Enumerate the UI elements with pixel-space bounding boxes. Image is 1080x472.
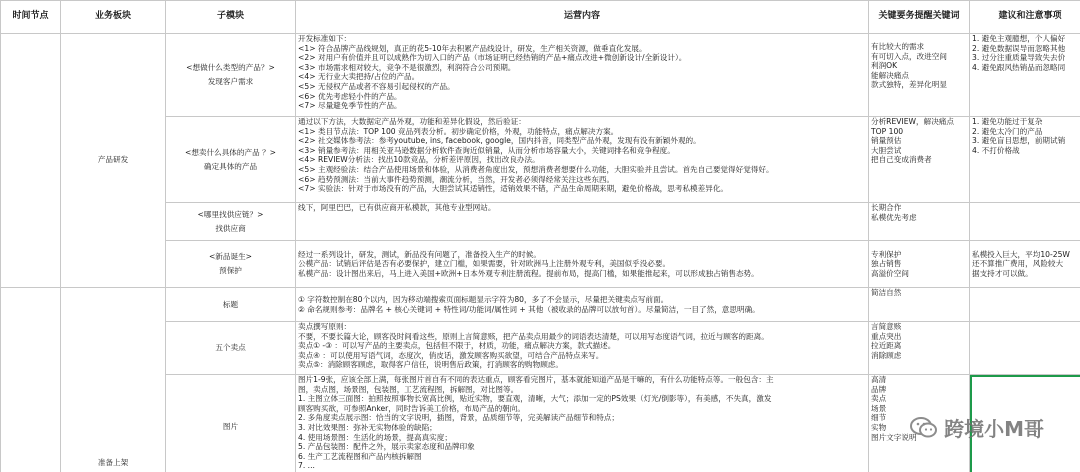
content-line: <5> 无侵权产品或者不容易引起侵权的产品。 <box>298 81 455 91</box>
content-line: 卖点④ ：可以使用写语气词，态度次，俏皮话，激发顾客购买欲望，可结合产品特点来写。 <box>298 350 604 360</box>
table-row <box>1 288 1080 322</box>
content-line: 6. 生产工艺流程图和产品内核拆解图 <box>298 451 422 461</box>
keyword-line: 简洁自然 <box>871 288 902 297</box>
content-line: 1. 主图立体三面图：拍照按照事物长宽高比例，贴近实物，要直观，清晰，大气；添加一定的PS效果（灯光/倒影等），有美感，不失真，激发 <box>298 394 772 404</box>
cell-submodule[interactable] <box>166 34 296 117</box>
keyword-line: 销量预估 <box>871 136 902 146</box>
submodule-title: 找供应商 <box>215 223 246 233</box>
cell-business[interactable] <box>61 322 166 375</box>
keyword-line: 品牌 <box>871 384 887 394</box>
keyword-line: 大胆尝试 <box>871 145 902 155</box>
content-line: <1> 符合品牌产品线规划，真正的花5-10年去积累产品线设计，研发，生产相关资源，做垂直化发展。 <box>298 43 647 53</box>
cell-notes[interactable] <box>970 34 1080 117</box>
keyword-line: 长期合作 <box>871 203 902 212</box>
content-line: <5> 主观经验法：结合产品使用场景和体验，从消费者角度出发，预想消费者想要什么功能，大胆实验并且尝试。首先自己要觉得好觉得好。 <box>298 164 774 174</box>
cell-submodule[interactable] <box>166 288 296 322</box>
keyword-line: 能解决痛点 <box>871 70 909 80</box>
header-row <box>1 1 1080 34</box>
submodule-title: 发现客户需求 <box>207 77 254 86</box>
submodule-title: 预保护 <box>219 266 242 275</box>
cell-submodule[interactable] <box>166 203 296 241</box>
content-line: <3> 市场需求相对较大，竞争不是很激烈，利润符合公司预期。 <box>298 62 516 72</box>
note-line: 1. 避免主观臆想，个人偏好 <box>972 34 1066 43</box>
content-line: 7. ... <box>298 461 315 471</box>
content-line: 卖点撰写原则： <box>298 322 352 331</box>
content-line: ① 字符数控制在80个以内，因为移动端搜索页面标题显示字符为80，多了不会显示，尽量把关键卖点写前面。 <box>298 294 669 304</box>
content-line: <4> REVIEW分析法：找出10款竞品，分析差评原因，找出改良办法。 <box>298 155 540 165</box>
business-listing-prep: 准备上架 <box>97 458 129 468</box>
content-line: <1> 类目节点法：TOP 100 竞品列表分析。初步确定价格，外观，功能特点，痛点解决方案。 <box>298 126 619 136</box>
content-line: <7> 实验法：针对于市场没有的产品，大胆尝试其适销性，适销效果不错，产品生命周期来期，避免价格战，思考私模差异化。 <box>298 184 729 194</box>
keyword-line: 言简意赅 <box>871 322 902 331</box>
content-line: 经过一系列设计，研发，测试，新品没有问题了，准备投入生产的时候。 <box>298 249 541 259</box>
content-line: 线下，阿里巴巴，已有供应商开私模款，其他专业型网站。 <box>298 203 496 212</box>
cell-submodule[interactable] <box>166 322 296 375</box>
keyword-line: 利润OK <box>871 61 898 71</box>
keyword-line: 高清 <box>871 375 887 384</box>
cell-submodule[interactable] <box>166 375 296 472</box>
content-line: 图片1-9张，应该全部上满，每张图片首自有不同的表达重点，顾客看完图片，基本就能知道产品是干嘛的，有什么功能特点等。一般包含：主 <box>298 375 774 384</box>
note-line: 私模投入巨大，平均10-25W <box>972 249 1070 259</box>
keyword-line: 场景 <box>871 403 887 413</box>
cell-content[interactable] <box>296 288 869 322</box>
keyword-line: 消除顾虑 <box>871 350 902 360</box>
content-line: <2> 对用户有价值并且可以成熟作为切入口的产品（市场证明已经热销的产品+痛点改进+微创新设计/全新设计）。 <box>298 53 687 63</box>
content-line: 开发标准如下： <box>298 34 352 43</box>
watermark <box>910 413 1044 442</box>
cell-notes[interactable] <box>970 117 1080 203</box>
cell-time[interactable] <box>1 288 61 472</box>
note-line: 4. 不打价格战 <box>972 145 1020 155</box>
content-line: 通过以下方法，大数据定产品外观，功能和差异化假设，然后验证： <box>298 117 526 126</box>
content-line: <4> 无行业大卖把持/占位的产品。 <box>298 72 420 82</box>
content-line: 卖点① -③ ：可以写产品的主要卖点，包括但不限于，材质，功能，痛点解决方案，款式描述。 <box>298 341 616 351</box>
cell-business[interactable] <box>61 288 166 322</box>
note-line: 4. 避免跟风热销品而忽略同 <box>972 62 1066 72</box>
cell-keywords[interactable] <box>869 117 970 203</box>
content-line: 顾客购买欲，可参照Anker，同时告诉美工价格，布局产品的朝向。 <box>298 403 525 413</box>
keyword-line: 卖点 <box>871 394 887 404</box>
submodule-question: <新品诞生> <box>208 252 253 262</box>
content-line: 不要，不要长篇大论，顾客没时间看这些，原则上言简意赅，把产品卖点用最少的词语表达清楚，可以用写态度语气词，拉近与顾客的距离。 <box>298 331 769 341</box>
cell-keywords[interactable] <box>869 241 970 288</box>
header-keywords[interactable]: 关键要务提醒关键词 <box>869 1 970 34</box>
cell-content[interactable] <box>296 34 869 117</box>
header-content[interactable]: 运营内容 <box>296 1 869 34</box>
keyword-line: 图片文字说明 <box>871 432 917 442</box>
cell-business[interactable] <box>61 375 166 472</box>
keyword-line: 拉近距离 <box>871 341 902 351</box>
content-line: <2> 社交媒体参考法：参考youtube, ins, facebook, google，国内抖音，同类型产品外观，发现有没有新颖外观的。 <box>298 136 701 146</box>
cell-notes[interactable] <box>970 241 1080 288</box>
cell-business[interactable] <box>61 203 166 241</box>
keyword-line: 把自己变成消费者 <box>871 155 932 165</box>
keyword-line: TOP 100 <box>871 126 904 136</box>
watermark-text: 跨境小M哥 <box>944 417 1044 441</box>
note-line: 2. 避免数据误导而忽略其他 <box>972 43 1066 53</box>
note-line: 3. 过分注重质量导致失去价 <box>972 53 1066 63</box>
content-line: <6> 趋势预测法：当前大事件趋势预测，潮流分析，当然，开发者必须得经常关注这些东西。 <box>298 174 615 184</box>
cell-keywords[interactable] <box>869 288 970 322</box>
table-row <box>1 34 1080 117</box>
note-line: 还不算推广费用，风险较大 <box>972 259 1064 269</box>
table-row <box>1 203 1080 241</box>
content-line: <6> 优先考虑轻小件的产品。 <box>298 91 402 101</box>
cell-notes[interactable] <box>970 288 1080 322</box>
note-line: 2. 避免太冷门的产品 <box>972 126 1043 136</box>
content-line: <3> 销量参考法：用相关亚马逊数据分析软件查询近似销量，从而分析市场容量大小，关键词排名和竞争程度。 <box>298 145 675 155</box>
keyword-line: 分析REVIEW，解决痛点 <box>871 117 954 126</box>
content-line: 3. 对比效果图：弥补无实物体验的缺陷； <box>298 422 437 432</box>
content-line: 图，卖点图，场景图，包装图，工艺流程图，拆解图，对比图等。 <box>298 384 519 394</box>
keyword-line: 独占销售 <box>871 259 902 269</box>
submodule-question: <想做什么类型的产品？> <box>186 63 275 73</box>
cell-business[interactable] <box>61 34 166 117</box>
cell-content[interactable] <box>296 203 869 241</box>
keyword-line: 高溢价空间 <box>871 268 909 278</box>
cell-notes[interactable] <box>970 322 1080 375</box>
content-line: <7> 尽量避免季节性的产品。 <box>298 101 402 111</box>
keyword-line: 实物 <box>871 422 887 432</box>
table-row <box>1 241 1080 288</box>
keyword-line: 有比较大的需求 <box>871 42 925 51</box>
keyword-line: 私模优先考虑 <box>871 212 917 222</box>
content-line: 5. 产品包装图：配件之外，展示卖家态度和品牌印象 <box>298 442 475 452</box>
cell-content[interactable] <box>296 117 869 203</box>
cell-time[interactable] <box>1 34 61 288</box>
note-line: 据支持才可以做。 <box>972 268 1033 278</box>
submodule-question: <哪里找供应链？> <box>197 209 264 219</box>
submodule-question: <想卖什么具体的产品 ？> <box>184 147 277 157</box>
cell-content[interactable] <box>296 375 869 472</box>
cell-content[interactable] <box>296 322 869 375</box>
wechat-icon <box>910 416 938 440</box>
table-row <box>1 117 1080 203</box>
header-submodule[interactable]: 子模块 <box>166 1 296 34</box>
cell-submodule[interactable] <box>166 241 296 288</box>
submodule-title: 确定具体的产品 <box>203 161 258 171</box>
cell-keywords[interactable] <box>869 34 970 117</box>
note-line: 1. 避免功能过于复杂 <box>972 117 1043 126</box>
keyword-line: 细节 <box>871 413 887 423</box>
business-product-rd: 产品研发 <box>97 154 129 164</box>
header-business[interactable]: 业务板块 <box>61 1 166 34</box>
header-time-node[interactable]: 时间节点 <box>1 1 61 34</box>
submodule-title: 五个卖点 <box>215 343 246 353</box>
keyword-line: 专利保护 <box>871 249 902 259</box>
content-line: 卖点⑤：消除顾客顾虑，取得客户信任，说明售后政策，打消顾客的购物顾虑。 <box>298 360 563 370</box>
cell-business[interactable] <box>61 241 166 288</box>
header-notes[interactable]: 建议和注意事项 <box>970 1 1080 34</box>
keyword-line: 重点突出 <box>871 331 902 341</box>
content-line: 公模产品：试销后评估是否有必要保护，建立门槛，如果需要，针对欧洲马上注册外观专利，美国似乎没必要。 <box>298 259 671 269</box>
content-line: 2. 多角度卖点展示图：恰当的文字说明，插图，背景，品质细节等，完美解读产品细节和特点； <box>298 413 619 423</box>
cell-business[interactable] <box>61 117 166 203</box>
cell-keywords[interactable] <box>869 322 970 375</box>
table-row <box>1 322 1080 375</box>
content-line: 私模产品：设计图出来后，马上进入美国+欧洲+日本外观专利注册流程。提前布局，提高门槛，如果能推起来，可以形成独占销售态势。 <box>298 268 759 278</box>
content-line: ② 命名规则参考：品牌名 + 核心关键词 + 特性词/功能词/属性词 + 其他（被收录的品牌可以放句首）。尽量简洁，一目了然，意思明确。 <box>298 304 760 314</box>
content-line: 4. 使用场景图：生活化的场景，提高真实度； <box>298 432 452 442</box>
keyword-line: 款式独特，差异化明显 <box>871 80 947 90</box>
submodule-title: 图片 <box>222 421 239 431</box>
cell-keywords[interactable] <box>869 203 970 241</box>
note-line: 3. 避免盲目思想，前期试销 <box>972 136 1066 146</box>
submodule-title: 标题 <box>222 299 239 309</box>
cell-notes[interactable] <box>970 203 1080 241</box>
cell-content[interactable] <box>296 241 869 288</box>
keyword-line: 有可切入点，改进空间 <box>871 51 947 61</box>
cell-submodule[interactable] <box>166 117 296 203</box>
